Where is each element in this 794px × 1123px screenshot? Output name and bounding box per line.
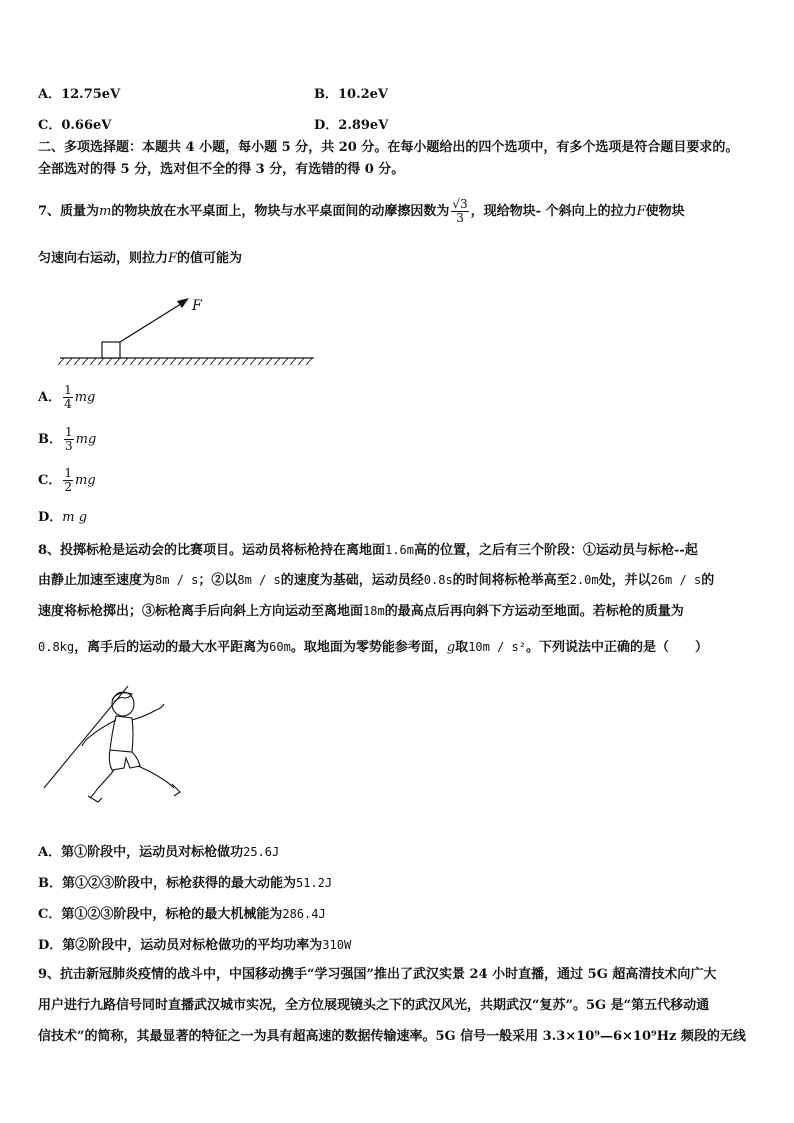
q8-option-a[interactable] [38,843,279,862]
q7-option-c-fraction [63,467,73,494]
q8-option-b[interactable] [38,874,332,893]
q7-line2-a: 匀速向右运动，则拉力 [38,251,169,266]
q8-option-c[interactable] [38,905,326,924]
q8-height-value: 1.6m [385,543,414,557]
q8-option-b-value: 51.2J [296,876,333,890]
q8-l4-h: 。下列说法中正确的是（ ） [525,640,708,655]
q8-option-d[interactable] [38,936,351,955]
q8-l4-d: 。取地面为零势能参考面， [290,640,447,655]
q8-l3-c: 的最高点后再向斜下方运动至地面。若标枪的质量为 [384,604,684,619]
q7-stem-c: ，现给物块- 个斜向上的拉力 [470,204,637,219]
q7-fraction-denominator: 3 [456,211,464,225]
prev-option-b[interactable]: B．10.2eV [314,87,389,102]
q9-stem-line1: 9、抗击新冠肺炎疫情的战斗中，中国移动携手“学习强国”推出了武汉实景 24 小时直播，通过 5G 超高清技术向广大 [38,967,717,982]
q8-l1-a: 8、投掷标枪是运动会的比赛项目。运动员将标枪持在离地面 [38,543,386,558]
q7-option-a[interactable] [38,384,95,412]
q9-stem-line2: 用户进行九路信号同时直播武汉城市实况，全方位展现镜头之下的武汉风光，共期武汉“复苏”。5G 是“第五代移动通 [38,998,710,1013]
q7-option-a-den: 4 [64,397,72,411]
block-shape [102,342,120,358]
q7-option-b-fraction [64,426,74,453]
q8-l4-f: 取 [455,640,469,655]
q8-option-c-value: 286.4J [282,907,326,921]
q8-l2-k: 的 [701,573,715,588]
q8-option-d-value: 310W [322,938,352,952]
q7-option-b-num: 1 [65,425,73,439]
q7-force-symbol: F [636,204,646,219]
force-arrow-head [177,298,189,308]
q8-time-value: 0.8s [423,573,453,587]
q8-l2-c: ；②以 [198,573,238,588]
q7-option-c-label: C． [38,473,62,488]
q8-stem-line1 [38,541,698,560]
q8-l2-i: 处，并以 [598,573,651,588]
q8-option-a-value: 25.6J [243,845,280,859]
section-two-instructions-line2: 全部选对的得 5 分，选对但不全的得 3 分，有选错的得 0 分。 [38,162,405,177]
q7-stem-d: 使物块 [645,204,685,219]
q8-javelin-thrower-figure [40,680,200,810]
prev-option-a[interactable]: A．12.75eV [38,87,121,102]
q8-l2-a: 由静止加速至速度为 [38,573,156,588]
q7-option-a-fraction [63,384,73,411]
q7-stem-line2 [38,250,242,268]
q7-stem-a: 7、质量为 [38,204,100,219]
q7-option-b-tail: mg [75,432,97,447]
q7-option-d-text: m g [62,510,88,525]
q8-l1-c: 高的位置，之后有三个阶段：①运动员与标枪--起 [413,543,698,558]
q8-l3-a: 速度将标枪掷出；③标枪离手后向斜上方向运动至离地面 [38,604,364,619]
q8-l2-e: 的速度为基础，运动员经 [280,573,424,588]
q8-option-a-text: A．第①阶段中，运动员对标枪做功 [38,845,244,860]
q8-option-c-text: C．第①②③阶段中，标枪的最大机械能为 [38,907,283,922]
q7-force-symbol-2: F [168,251,178,266]
q8-max-height: 18m [363,604,385,618]
q7-friction-fraction [451,198,468,225]
prev-option-c[interactable]: C．0.66eV [38,118,112,133]
q8-gravity-value: 10m / s² [468,640,526,654]
q7-mass-symbol: m [99,204,112,219]
q8-raise-height: 2.0m [569,573,599,587]
q8-gravity-symbol: g [446,640,456,655]
q7-option-b-label: B． [38,432,62,447]
athlete-back-leg [90,770,114,798]
q7-option-b-den: 3 [65,439,73,453]
q7-option-d-label: D． [38,510,63,525]
athlete-front-leg [138,766,174,788]
q8-speed-2: 8m / s [237,573,281,587]
q8-l4-b: ，离手后的运动的最大水平距离为 [74,640,270,655]
q8-speed-1: 8m / s [155,573,199,587]
section-two-instructions-line1: 二、多项选择题：本题共 4 小题，每小题 5 分，共 20 分。在每小题给出的四个选项中，有多个选项是符合题目要求的。 [38,140,739,155]
q8-stem-line4 [38,638,708,657]
q7-option-a-tail: mg [74,390,96,405]
q7-option-c-den: 2 [64,480,72,494]
q7-stem-line1 [38,198,685,226]
q7-option-c[interactable] [38,467,96,495]
q7-option-a-label: A． [38,390,62,405]
q8-stem-line3 [38,602,684,621]
q7-option-d[interactable] [38,509,87,527]
q8-distance-value: 60m [269,640,291,654]
q8-option-b-text: B．第①②③阶段中，标枪获得的最大动能为 [38,876,296,891]
prev-option-d[interactable]: D．2.89eV [314,118,389,133]
q8-option-d-text: D．第②阶段中，运动员对标枪做功的平均功率为 [38,938,323,953]
q8-l2-g: 的时间将标枪举高至 [452,573,570,588]
q8-mass-value: 0.8kg [38,640,75,654]
q7-line2-b: 的值可能为 [177,251,243,266]
q9-stem-line3: 信技术”的简称，其最显著的特征之一为具有超高速的数据传输速率。5G 信号一般采用 3.3×10⁹—6×10⁹Hz 频段的无线 [38,1029,746,1044]
q7-block-figure [56,292,316,372]
q7-option-b[interactable] [38,426,96,454]
q7-fraction-numerator: √3 [452,197,468,211]
q7-option-c-tail: mg [75,473,96,488]
force-label-F: F [192,298,202,314]
q7-option-c-num: 1 [64,466,72,480]
q7-stem-b: 的物块放在水平桌面上，物块与水平桌面间的动摩擦因数为 [111,204,450,219]
q8-throw-speed: 26m / s [650,573,702,587]
q7-option-a-num: 1 [64,383,72,397]
q8-stem-line2 [38,571,714,590]
